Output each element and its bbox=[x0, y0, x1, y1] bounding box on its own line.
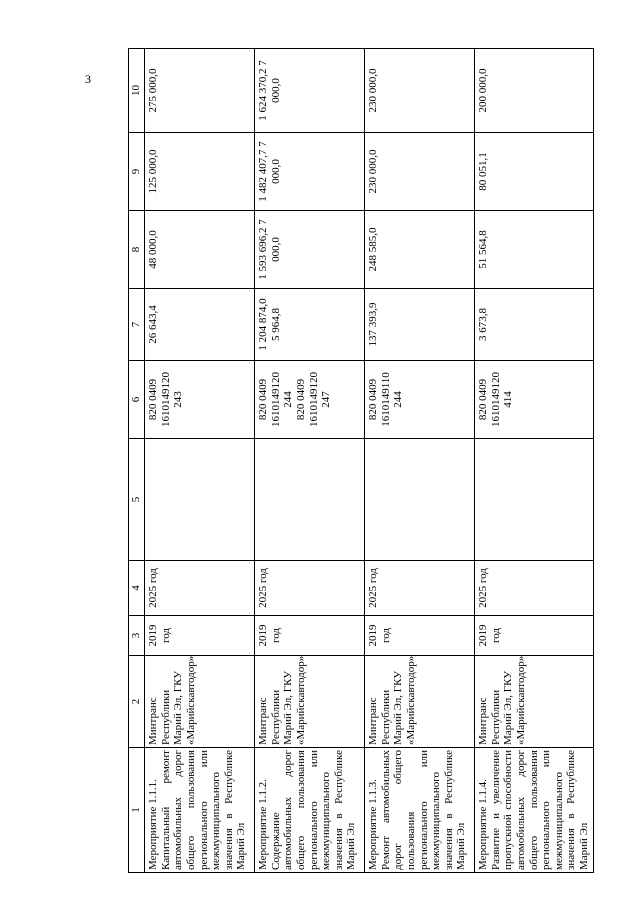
empty-cell bbox=[255, 439, 365, 561]
activity-text: Капитальный ремонт автомобильных дорог общего пользования регионального или межмуниципального значения в Республике Марий Эл bbox=[159, 750, 248, 870]
col-header: 6 bbox=[129, 361, 145, 439]
table-row bbox=[255, 49, 365, 873]
col-header: 2 bbox=[129, 656, 145, 748]
end-year-cell: 2025 год bbox=[475, 561, 594, 616]
activity-title: Мероприятие 1.1.2. bbox=[257, 779, 269, 870]
value-cell: 80 051,1 bbox=[475, 133, 594, 211]
value-cell: 51 564,8 bbox=[475, 211, 594, 289]
value-cell bbox=[145, 289, 255, 361]
value-line: 26 643,4 bbox=[147, 305, 159, 344]
executor-cell: Минтранс Республики Марий Эл, ГКУ «Марийскавтодор» bbox=[475, 656, 594, 748]
value-line: 3 673,8 bbox=[477, 308, 489, 341]
kbk-code: 820 0409 1610149110 244 bbox=[367, 372, 405, 427]
activity-cell bbox=[255, 748, 365, 873]
value-cell: 48 000,0 bbox=[145, 211, 255, 289]
end-year-cell: 2025 год bbox=[365, 561, 475, 616]
kbk-code: 820 0409 1610149120 243 bbox=[147, 372, 185, 427]
value-cell: 1 593 696,2 7 000,0 bbox=[255, 211, 365, 289]
activity-text: Содержание автомобильных дорог общего пользования регионального или межмуниципального значения в Республике Марий Эл bbox=[269, 750, 358, 870]
executor-cell: Минтранс Республики Марий Эл, ГКУ «Марийскавтодор» bbox=[255, 656, 365, 748]
value-cell: 125 000,0 bbox=[145, 133, 255, 211]
value-line: 1 204 874,0 bbox=[257, 298, 269, 351]
kbk-cell bbox=[475, 361, 594, 439]
empty-cell bbox=[145, 439, 255, 561]
end-year-cell: 2025 год bbox=[255, 561, 365, 616]
value-line: 137 393,9 bbox=[367, 302, 379, 347]
value-cell bbox=[475, 289, 594, 361]
value-cell: 248 585,0 bbox=[365, 211, 475, 289]
kbk-code: 820 0409 1610149120 244 bbox=[257, 372, 295, 427]
activity-title: Мероприятие 1.1.3. bbox=[367, 779, 379, 870]
value-cell bbox=[365, 289, 475, 361]
activity-title: Мероприятие 1.1.4. bbox=[477, 779, 489, 870]
executor-cell: Минтранс Республики Марий Эл, ГКУ «Марийскавтодор» bbox=[145, 656, 255, 748]
col-header: 4 bbox=[129, 561, 145, 616]
kbk-code: 820 0409 1610149120 247 bbox=[294, 372, 333, 427]
activity-cell bbox=[475, 748, 594, 873]
start-year-cell: 2019 год bbox=[475, 616, 594, 656]
activity-cell bbox=[365, 748, 475, 873]
activity-text: Ремонт автомобильных дорог общего пользования регионального или межмуниципального значения в Республике Марий Эл bbox=[379, 750, 468, 870]
kbk-cell bbox=[145, 361, 255, 439]
table-row bbox=[365, 49, 475, 873]
page-number: 3 bbox=[85, 72, 91, 86]
rotated-table-container bbox=[128, 49, 591, 873]
empty-cell bbox=[475, 439, 594, 561]
kbk-cell bbox=[365, 361, 475, 439]
activity-title: Мероприятие 1.1.1. bbox=[147, 779, 159, 870]
start-year-cell: 2019 год bbox=[145, 616, 255, 656]
kbk-cell bbox=[255, 361, 365, 439]
col-header: 8 bbox=[129, 211, 145, 289]
value-line: 5 964,8 bbox=[269, 308, 282, 341]
col-header: 9 bbox=[129, 133, 145, 211]
table-row bbox=[145, 49, 255, 873]
value-cell bbox=[255, 289, 365, 361]
value-cell: 230 000,0 bbox=[365, 133, 475, 211]
program-activities-table bbox=[128, 48, 594, 873]
value-cell: 1 482 407,7 7 000,0 bbox=[255, 133, 365, 211]
kbk-code: 820 0409 1610149120 414 bbox=[477, 372, 515, 427]
header-row bbox=[129, 49, 145, 873]
table-row bbox=[475, 49, 594, 873]
value-cell: 230 000,0 bbox=[365, 49, 475, 133]
value-cell: 275 000,0 bbox=[145, 49, 255, 133]
activity-cell bbox=[145, 748, 255, 873]
col-header: 1 bbox=[129, 748, 145, 873]
empty-cell bbox=[365, 439, 475, 561]
activity-text: Развитие и увеличение пропускной способности автомобильных дорог общего пользования регионального или межмуниципального значения в Республике Марий Эл bbox=[489, 750, 591, 870]
start-year-cell: 2019 год bbox=[365, 616, 475, 656]
col-header: 7 bbox=[129, 289, 145, 361]
end-year-cell: 2025 год bbox=[145, 561, 255, 616]
col-header: 5 bbox=[129, 439, 145, 561]
value-cell: 1 624 370,2 7 000,0 bbox=[255, 49, 365, 133]
col-header: 10 bbox=[129, 49, 145, 133]
col-header: 3 bbox=[129, 616, 145, 656]
start-year-cell: 2019 год bbox=[255, 616, 365, 656]
executor-cell: Минтранс Республики Марий Эл, ГКУ «Марийскавтодор» bbox=[365, 656, 475, 748]
value-cell: 200 000,0 bbox=[475, 49, 594, 133]
